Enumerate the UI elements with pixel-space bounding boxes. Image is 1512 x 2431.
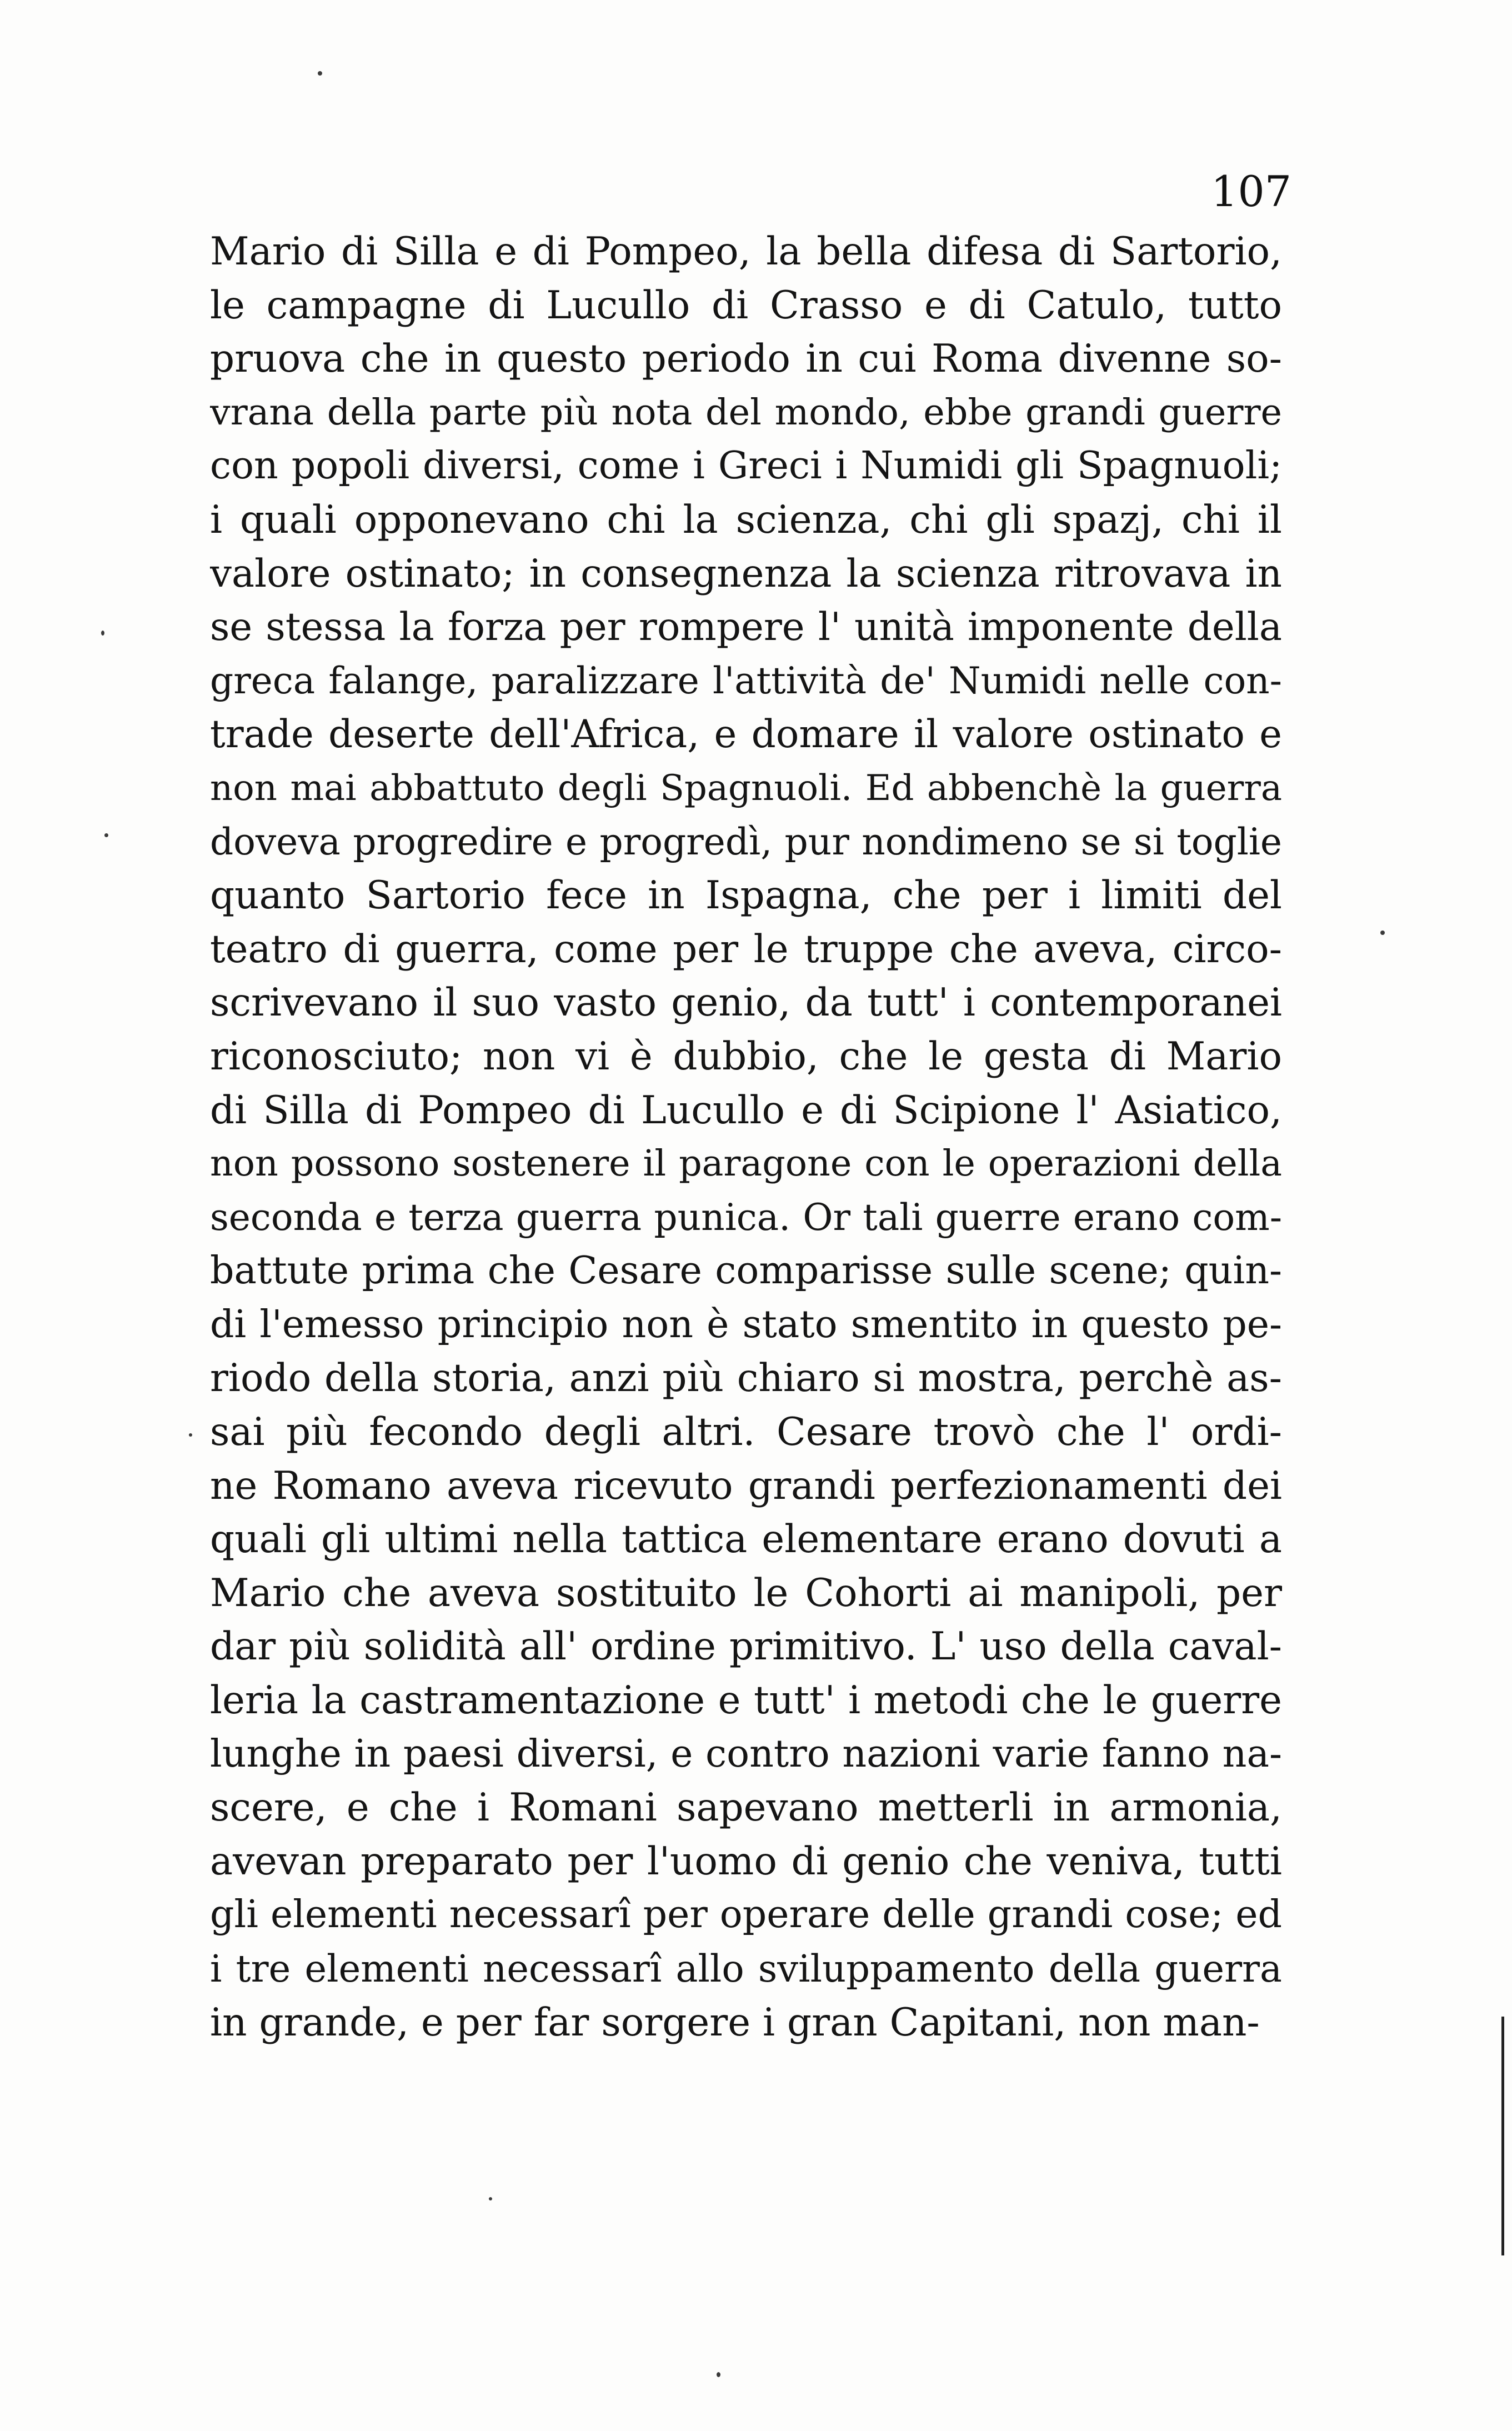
body-text bbox=[210, 225, 1282, 2049]
scan-speck bbox=[189, 1433, 192, 1437]
text-line: doveva progredire e progredì, pur nondimeno se si toglie bbox=[210, 820, 1282, 863]
scan-speck bbox=[717, 2372, 720, 2377]
text-line: dar più solidità all' ordine primitivo. L' uso della caval- bbox=[210, 1624, 1282, 1669]
text-line: quanto Sartorio fece in Ispagna, che per i limiti del bbox=[210, 873, 1282, 918]
text-line: battute prima che Cesare comparisse sulle scene; quin- bbox=[210, 1249, 1282, 1293]
text-line: i tre elementi necessarî allo sviluppamento della guerra bbox=[210, 1947, 1282, 1990]
scan-speck bbox=[318, 71, 322, 76]
text-line: non mai abbattuto degli Spagnuoli. Ed abbenchè la guerra bbox=[210, 767, 1282, 809]
page-edge-mark bbox=[1501, 2017, 1504, 2255]
scan-speck bbox=[104, 833, 108, 837]
text-line: in grande, e per far sorgere i gran Capitani, non man- bbox=[210, 2000, 1260, 2045]
text-line: i quali opponevano chi la scienza, chi gli spazj, chi il bbox=[210, 497, 1282, 542]
text-line: quali gli ultimi nella tattica elementare erano dovuti a bbox=[210, 1517, 1282, 1562]
text-line: le campagne di Lucullo di Crasso e di Catulo, tutto bbox=[210, 283, 1282, 328]
text-line: Mario che aveva sostituito le Cohorti ai manipoli, per bbox=[210, 1570, 1282, 1615]
text-line: riodo della storia, anzi più chiaro si mostra, perchè as- bbox=[210, 1356, 1282, 1401]
scan-speck bbox=[101, 631, 104, 636]
text-line: scrivevano il suo vasto genio, da tutt' i contemporanei bbox=[210, 981, 1282, 1026]
text-line: teatro di guerra, come per le truppe che aveva, circo- bbox=[210, 927, 1282, 972]
text-line: non possono sostenere il paragone con le operazioni della bbox=[210, 1143, 1282, 1185]
text-line: leria la castramentazione e tutt' i metodi che le guerre bbox=[210, 1678, 1282, 1723]
scan-speck bbox=[1380, 931, 1385, 935]
text-line: pruova che in questo periodo in cui Roma divenne so- bbox=[210, 337, 1282, 382]
text-line: valore ostinato; in consegnenza la scienza ritrovava in bbox=[210, 551, 1282, 596]
text-line: ne Romano aveva ricevuto grandi perfezionamenti dei bbox=[210, 1463, 1282, 1508]
text-line: avevan preparato per l'uomo di genio che veniva, tutti bbox=[210, 1839, 1282, 1884]
scan-speck bbox=[489, 2197, 492, 2200]
text-line: greca falange, paralizzare l'attività de' Numidi nelle con- bbox=[210, 659, 1282, 702]
page-number: 107 bbox=[1211, 167, 1292, 216]
text-line: gli elementi necessarî per operare delle grandi cose; ed bbox=[210, 1893, 1282, 1937]
text-line: di Silla di Pompeo di Lucullo e di Scipione l' Asiatico, bbox=[210, 1088, 1282, 1133]
text-line: seconda e terza guerra punica. Or tali guerre erano com- bbox=[210, 1196, 1282, 1239]
text-line: se stessa la forza per rompere l' unità imponente della bbox=[210, 605, 1282, 650]
text-line: lunghe in paesi diversi, e contro nazioni varie fanno na- bbox=[210, 1732, 1282, 1776]
text-line: con popoli diversi, come i Greci i Numidi gli Spagnuoli; bbox=[210, 444, 1282, 488]
text-line: scere, e che i Romani sapevano metterli in armonia, bbox=[210, 1785, 1282, 1830]
text-line: sai più fecondo degli altri. Cesare trovò che l' ordi- bbox=[210, 1410, 1282, 1455]
text-line: di l'emesso principio non è stato smentito in questo pe- bbox=[210, 1302, 1282, 1347]
text-line: trade deserte dell'Africa, e domare il valore ostinato e bbox=[210, 712, 1282, 757]
text-line: Mario di Silla e di Pompeo, la bella difesa di Sartorio, bbox=[210, 229, 1282, 274]
text-line: vrana della parte più nota del mondo, ebbe grandi guerre bbox=[210, 391, 1282, 433]
text-line: riconosciuto; non vi è dubbio, che le gesta di Mario bbox=[210, 1034, 1282, 1079]
